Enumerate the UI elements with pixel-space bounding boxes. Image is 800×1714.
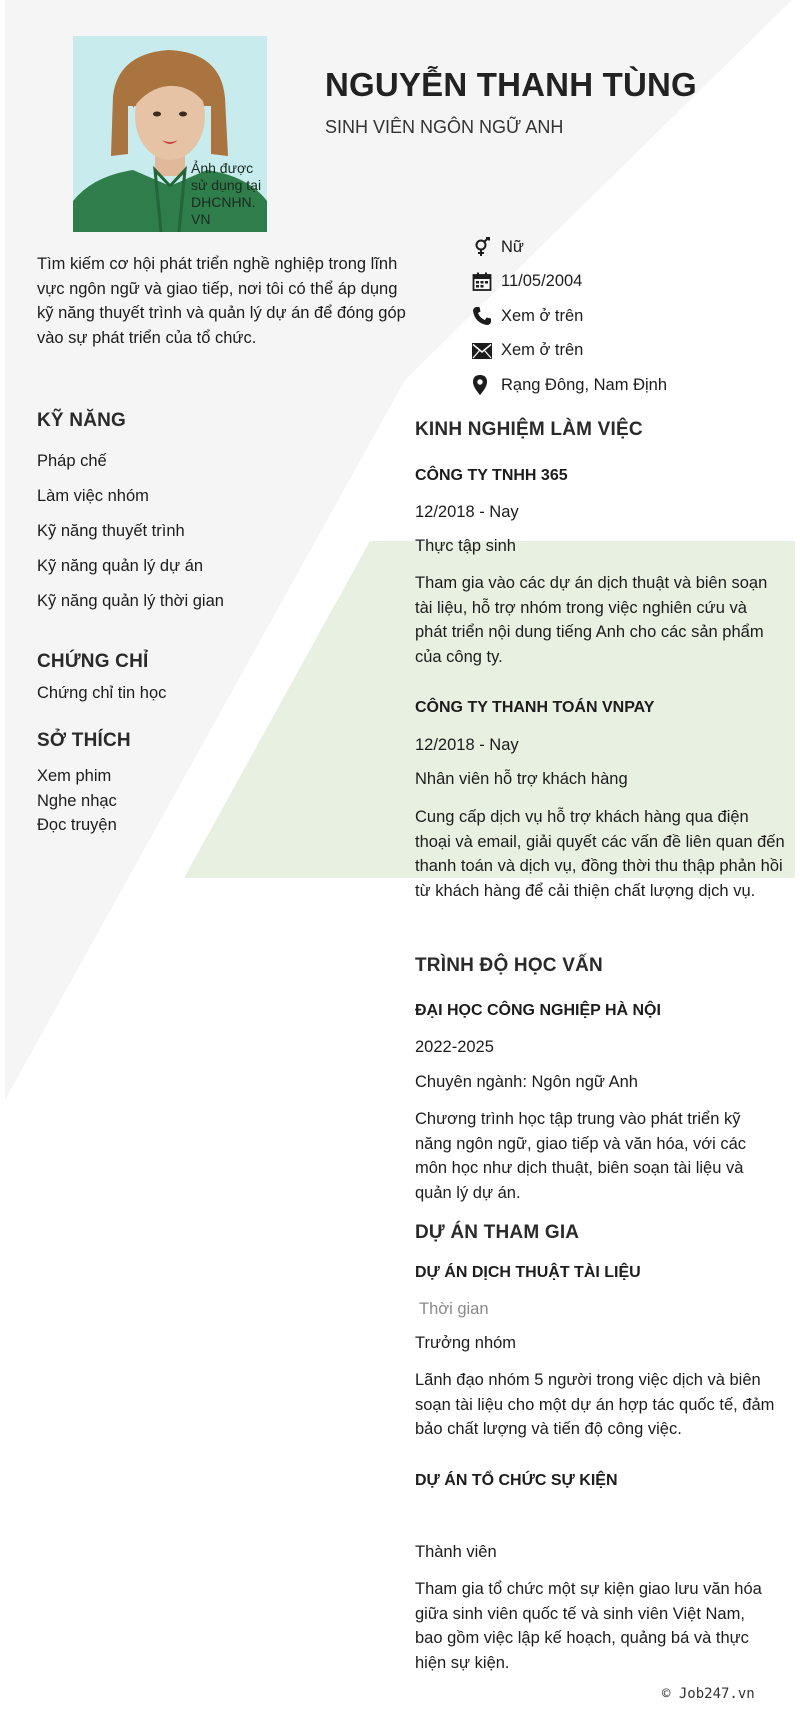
location-pin-icon [472,375,496,395]
project-name: DỰ ÁN DỊCH THUẬT TÀI LIỆU [415,1264,641,1281]
contact-birthday [472,265,772,300]
photo-caption: Ảnh được sử dụng tại DHCNHN. VN [191,160,262,227]
skill-item: Pháp chế [37,452,107,470]
contact-info [472,230,772,403]
job-period: 12/2018 - Nay [415,736,519,754]
address-value: Rạng Đông, Nam Định [501,375,667,394]
education-heading: TRÌNH ĐỘ HỌC VẤN [415,955,603,976]
candidate-title: SINH VIÊN NGÔN NGỮ ANH [325,117,564,137]
education-school: ĐẠI HỌC CÔNG NGHIỆP HÀ NỘI [415,1002,661,1019]
phone-value: Xem ở trên [501,306,584,325]
hobbies-list [37,764,117,838]
education-period: 2022-2025 [415,1038,494,1056]
footer-watermark: © Job247.vn [662,1686,755,1702]
phone-icon [472,306,496,326]
email-value: Xem ở trên [501,341,584,360]
hobby-item: Đọc truyện [37,816,117,834]
hobby-item: Nghe nhạc [37,791,117,810]
education-description: Chương trình học tập trung vào phát triển kỹ năng ngôn ngữ, giao tiếp và văn hóa, với các môn học như dịch thuật, biên soạn tài liệu và quản lý dự án. [415,1110,747,1202]
contact-address [472,368,772,403]
career-objective: Tìm kiếm cơ hội phát triển nghề nghiệp trong lĩnh vực ngôn ngữ và giao tiếp, nơi tôi có thể áp dụng kỹ năng thuyết trình và quản lý dự án để đóng góp vào sự phát triển của tổ chức. [37,255,406,347]
education-major: Chuyên ngành: Ngôn ngữ Anh [415,1073,638,1091]
job-description: Tham gia vào các dự án dịch thuật và biên soạn tài liệu, hỗ trợ nhóm trong việc nghiên cứu và phát triển nội dung tiếng Anh cho các sản phẩm của công ty. [415,574,768,666]
job-company: CÔNG TY TNHH 365 [415,467,568,484]
job-company: CÔNG TY THANH TOÁN VNPAY [415,699,655,716]
project-description: Lãnh đạo nhóm 5 người trong việc dịch và biên soạn tài liệu cho một dự án hợp tác quốc tế, đảm bảo chất lượng và tiến độ công việc. [415,1371,775,1438]
job-role: Nhân viên hỗ trợ khách hàng [415,770,628,788]
email-icon [472,341,496,361]
birthday-value: 11/05/2004 [501,272,583,291]
skill-item: Kỹ năng quản lý thời gian [37,592,224,610]
skill-item: Kỹ năng quản lý dự án [37,557,204,575]
project-period-placeholder: Thời gian [419,1300,489,1318]
project-role: Thành viên [415,1543,497,1561]
experience-heading: KINH NGHIỆM LÀM VIỆC [415,419,643,440]
skill-item: Kỹ năng thuyết trình [37,522,185,540]
contact-gender [472,230,772,265]
project-role: Trưởng nhóm [415,1334,517,1352]
candidate-name: NGUYỄN THANH TÙNG [325,66,697,103]
project-description: Tham gia tổ chức một sự kiện giao lưu văn hóa giữa sinh viên quốc tế và sinh viên Việt Nam, bao gồm việc lập kế hoạch, quảng bá và thực hiện sự kiện. [415,1580,762,1672]
gender-value: Nữ [501,237,524,256]
skills-heading: KỸ NĂNG [37,410,127,431]
gender-icon [472,237,496,257]
hobbies-heading: SỞ THÍCH [37,730,131,751]
contact-phone [472,299,772,334]
job-role: Thực tập sinh [415,537,516,555]
projects-heading: DỰ ÁN THAM GIA [415,1222,580,1243]
profile-photo [73,36,267,232]
job-period: 12/2018 - Nay [415,503,519,521]
skill-item: Làm việc nhóm [37,487,149,505]
contact-email [472,334,772,369]
skills-list [37,449,224,624]
job-description: Cung cấp dịch vụ hỗ trợ khách hàng qua điện thoại và email, giải quyết các vấn đề liên quan đến thanh toán và dịch vụ, đồng thời thu thập phản hồi từ khách hàng để cải thiện chất lượng dịch vụ. [415,808,785,900]
certificate-item: Chứng chỉ tin học [37,684,167,702]
certificates-heading: CHỨNG CHỈ [37,651,149,672]
calendar-icon [472,272,496,292]
project-name: DỰ ÁN TỔ CHỨC SỰ KIỆN [415,1472,618,1489]
hobby-item: Xem phim [37,767,112,785]
